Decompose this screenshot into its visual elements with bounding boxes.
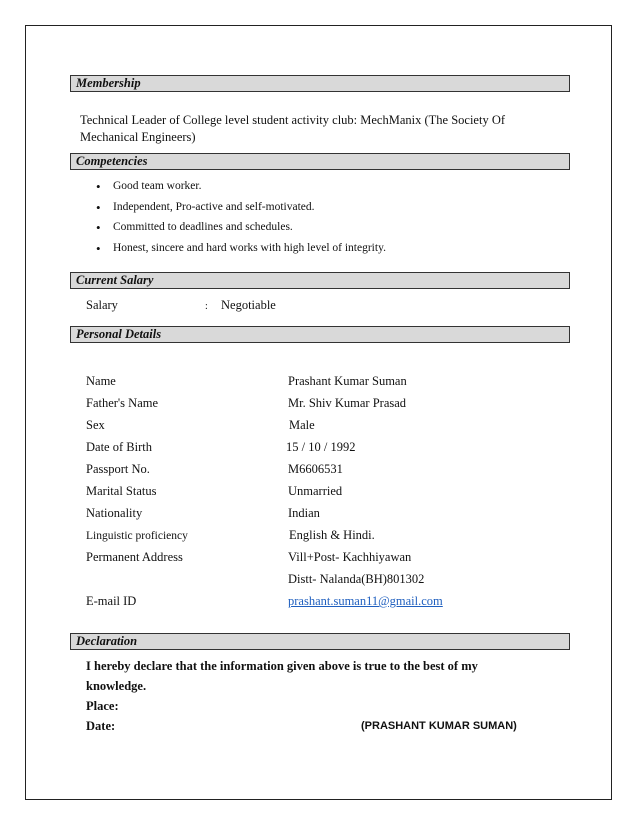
nationality-value: Indian: [288, 506, 320, 520]
sex-value: Male: [289, 418, 315, 432]
address-label: Permanent Address: [86, 550, 183, 564]
list-item: • Independent, Pro-active and self-motivated.: [96, 200, 386, 221]
name-label: Name: [86, 374, 116, 388]
competencies-list: [96, 179, 386, 262]
email-link[interactable]: prashant.suman11@gmail.com: [288, 594, 443, 608]
fathers-name-label: Father's Name: [86, 396, 159, 410]
signature-name: (PRASHANT KUMAR SUMAN): [361, 720, 517, 732]
address-line2: Distt- Nalanda(BH)801302: [288, 572, 425, 586]
list-item: • Honest, sincere and hard works with high level of integrity.: [96, 241, 386, 262]
linguistic-value: English & Hindi.: [289, 528, 375, 542]
section-header-declaration: Declaration: [70, 633, 570, 650]
fathers-name-value: Mr. Shiv Kumar Prasad: [288, 396, 407, 410]
membership-text: Technical Leader of College level student activity club: MechManix (The Society Of Mechanical Engineers): [80, 113, 506, 144]
marital-status-value: Unmarried: [288, 484, 343, 498]
section-header-current-salary: Current Salary: [70, 272, 570, 289]
salary-separator: :: [205, 301, 208, 312]
email-label: E-mail ID: [86, 594, 137, 608]
passport-value: M6606531: [288, 462, 343, 476]
dob-label: Date of Birth: [86, 440, 152, 454]
declaration-line2: knowledge.: [86, 679, 147, 693]
date-label: Date:: [86, 719, 116, 733]
salary-label: Salary: [86, 298, 118, 312]
linguistic-label: Linguistic proficiency: [86, 530, 188, 542]
nationality-label: Nationality: [86, 506, 143, 520]
marital-status-label: Marital Status: [86, 484, 157, 498]
salary-value: Negotiable: [221, 298, 276, 312]
place-label: Place:: [86, 699, 119, 713]
dob-value: 15 / 10 / 1992: [286, 440, 356, 454]
list-item: • Good team worker.: [96, 179, 386, 200]
declaration-line1: I hereby declare that the information given above is true to the best of my: [86, 659, 478, 673]
address-line1: Vill+Post- Kachhiyawan: [288, 550, 412, 564]
list-item: • Committed to deadlines and schedules.: [96, 220, 386, 241]
sex-label: Sex: [86, 418, 105, 432]
section-header-competencies: Competencies: [70, 153, 570, 170]
name-value: Prashant Kumar Suman: [288, 374, 407, 388]
passport-label: Passport No.: [86, 462, 150, 476]
section-header-personal-details: Personal Details: [70, 326, 570, 343]
section-header-membership: Membership: [70, 75, 570, 92]
